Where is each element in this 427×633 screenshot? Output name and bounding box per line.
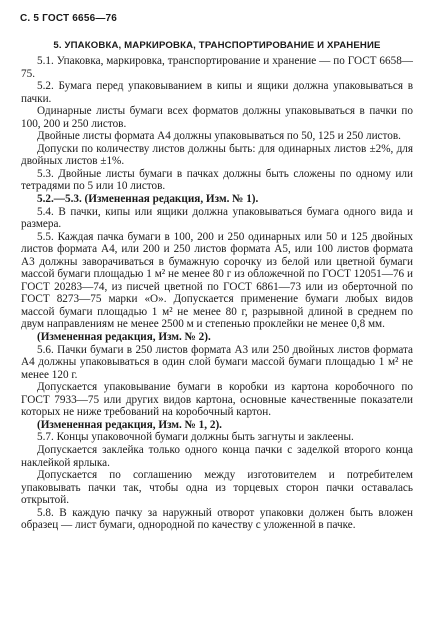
paragraph-double-sheets: Двойные листы формата А4 должны упаковываться по 50, 125 и 250 листов.	[37, 130, 401, 143]
edit-note-1: 5.2.—5.3. (Измененная редакция, Изм. № 1).	[37, 193, 259, 206]
edit-note-3: (Измененная редакция, Изм. № 1, 2).	[37, 418, 222, 431]
running-head: С. 5 ГОСТ 6656—76	[20, 13, 118, 24]
paragraph-5-8: 5.8. В каждую пачку за наружный отворот упаковки должен быть вложен образец — лист бумаги, однородной по качеству с уложенной в пачке.	[21, 506, 413, 532]
paragraph-tolerances: Допуски по количеству листов должны быть: для одинарных листов ±2%, для двойных листов ±1%.	[21, 142, 413, 168]
paragraph-5-4: 5.4. В пачки, кипы или ящики должна упаковываться бумага одного вида и размера.	[21, 205, 413, 231]
edit-note-2: (Измененная редакция, Изм. № 2).	[37, 331, 211, 344]
paragraph-5-1: 5.1. Упаковка, маркировка, транспортирование и хранение — по ГОСТ 6658—75.	[21, 55, 413, 80]
paragraph-5-2: 5.2. Бумага перед упаковыванием в кипы и ящики должна упаковываться в пачки.	[21, 80, 413, 105]
section-title: 5. УПАКОВКА, МАРКИРОВКА, ТРАНСПОРТИРОВАНИЕ И ХРАНЕНИЕ	[53, 40, 381, 51]
paragraph-single-sheets: Одинарные листы бумаги всех форматов должны упаковываться в пачки по 100, 200 и 250 листов.	[21, 105, 413, 130]
paragraph-label: Допускается заклейка только одного конца пачки с заделкой второго конца наклейкой ярлыка.	[21, 443, 413, 469]
paragraph-boxes: Допускается упаковывание бумаги в коробки из картона коробочного по ГОСТ 7933—75 или других видов картона, основные качественные показатели которых не ниже требований на коробочный картон.	[21, 381, 413, 419]
paragraph-5-3: 5.3. Двойные листы бумаги в пачках должны быть сложены по одному или тетрадями по 5 или 10 листов.	[21, 167, 413, 193]
paragraph-5-5: 5.5. Каждая пачка бумаги в 100, 200 и 250 одинарных или 50 и 125 двойных листов формата А4, или 200 и 250 листов формата А5, или 100 листов формата А3 должны заворачиваться в бумажную сорочку из белой или цветной бумаги массой бумаги площадью 1 м² не менее 80 г из обложечной по ГОСТ 12051—76 и ГОСТ 20283—74, из писчей цветной по ГОСТ 6861—73 или из оберточной по ГОСТ 8273—75 марки «О». Допускается применение бумаги любых видов массой бумаги площадью 1 м² не менее 80 г, разрывной длиной в среднем по двум направлениям не менее 2500 м и степенью проклейки не менее 0,8 мм.	[21, 230, 413, 331]
paragraph-5-6: 5.6. Пачки бумаги в 250 листов формата А3 или 250 двойных листов формата А4 должны упаковываться в один слой бумаги массой бумаги площадью 1 м² не менее 120 г.	[21, 343, 413, 381]
paragraph-5-7: 5.7. Концы упаковочной бумаги должны быть загнуты и заклеены.	[37, 431, 354, 444]
body-text	[21, 55, 413, 532]
paragraph-agreement: Допускается по соглашению между изготовителем и потребителем упаковывать пачки так, чтобы одна из торцевых сторон пачки оставалась открытой.	[21, 469, 413, 507]
